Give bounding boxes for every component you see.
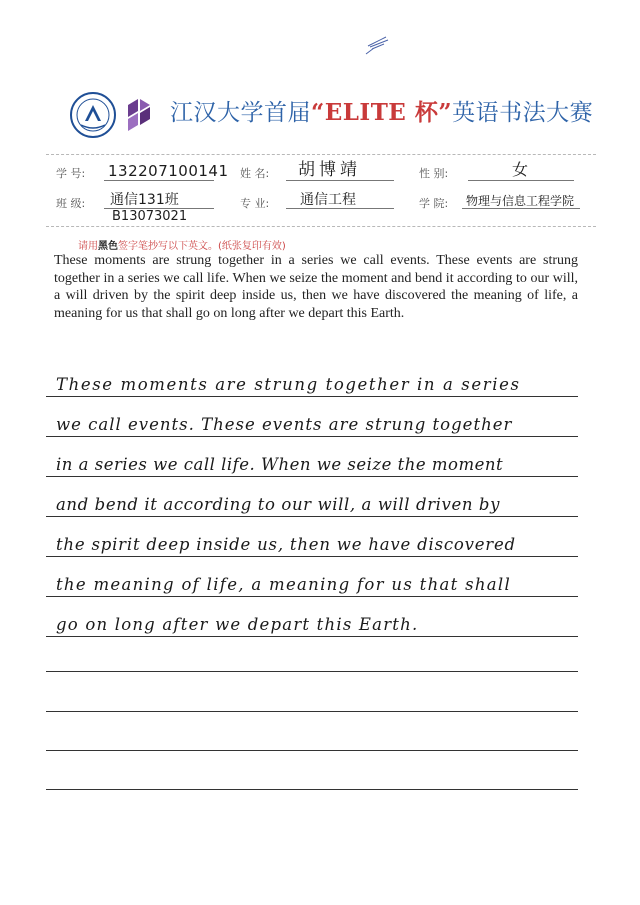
student-id-label: 学 号:	[56, 167, 86, 180]
university-seal-icon	[69, 91, 117, 139]
title-quote-open: “	[311, 99, 325, 126]
writing-rule-4	[46, 516, 578, 517]
blank-rule-1	[46, 671, 578, 672]
writing-rule-5	[46, 556, 578, 557]
handwriting-line-2: we call events. These events are strung together	[56, 415, 513, 434]
college-label: 学 院:	[419, 197, 449, 210]
student-id-line	[104, 180, 214, 181]
major-value: 通信工程	[300, 192, 356, 208]
gender-label: 性 别:	[419, 167, 449, 180]
blank-rule-3	[46, 750, 578, 751]
instruction-part2: 签字笔抄写以下英文。(纸张复印有效)	[118, 241, 286, 252]
title-quote-close: ”	[438, 99, 453, 126]
name-line	[286, 180, 394, 181]
contest-title	[170, 96, 593, 130]
student-id-value: 132207100141	[108, 162, 229, 180]
title-elite: ELITE 杯	[324, 99, 439, 126]
blank-rule-4	[46, 789, 578, 790]
handwriting-line-6: the meaning of life, a meaning for us that shall	[56, 575, 512, 594]
handwriting-line-7: go on long after we depart this Earth.	[56, 615, 419, 634]
college-value: 物理与信息工程学院	[466, 194, 575, 208]
class-code: B13073021	[112, 209, 188, 224]
title-suffix: 英语书法大赛	[452, 100, 594, 126]
instruction-part1: 请用	[78, 241, 98, 252]
name-value: 胡博靖	[298, 160, 361, 180]
handwriting-line-1: These moments are strung together in a series	[56, 375, 521, 394]
instruction-bold: 黑色	[98, 241, 118, 252]
writing-rule-7	[46, 636, 578, 637]
writing-rule-2	[46, 436, 578, 437]
class-label: 班 级:	[56, 197, 86, 210]
header-divider	[46, 154, 596, 155]
writing-rule-6	[46, 596, 578, 597]
gender-value: 女	[512, 160, 529, 179]
college-line	[462, 208, 580, 209]
handwriting-line-4: and bend it according to our will, a will driven by	[56, 495, 500, 514]
handwriting-line-3: in a series we call life. When we seize the moment	[56, 455, 504, 474]
writing-rule-1	[46, 396, 578, 397]
gender-line	[468, 180, 574, 181]
major-line	[286, 208, 394, 209]
name-label: 姓 名:	[240, 167, 270, 180]
class-value: 通信131班	[110, 192, 179, 208]
blank-rule-2	[46, 711, 578, 712]
info-divider	[46, 226, 596, 227]
handwriting-line-5: the spirit deep inside us, then we have discovered	[56, 535, 516, 554]
title-prefix: 江汉大学首届	[170, 100, 311, 126]
writing-rule-3	[46, 476, 578, 477]
pen-scribble-mark	[362, 34, 392, 56]
instruction-text	[78, 237, 286, 252]
major-label: 专 业:	[240, 197, 270, 210]
source-paragraph: These moments are strung together in a series we call events. These events are strung together in a series we call life. When we seize the moment and bend it according to our will, a will driven by the spirit deep inside us, then we have discovered the meaning of life, a meaning for us that shall go on long after we depart this Earth.	[54, 253, 578, 321]
purple-cube-logo-icon	[124, 95, 154, 133]
